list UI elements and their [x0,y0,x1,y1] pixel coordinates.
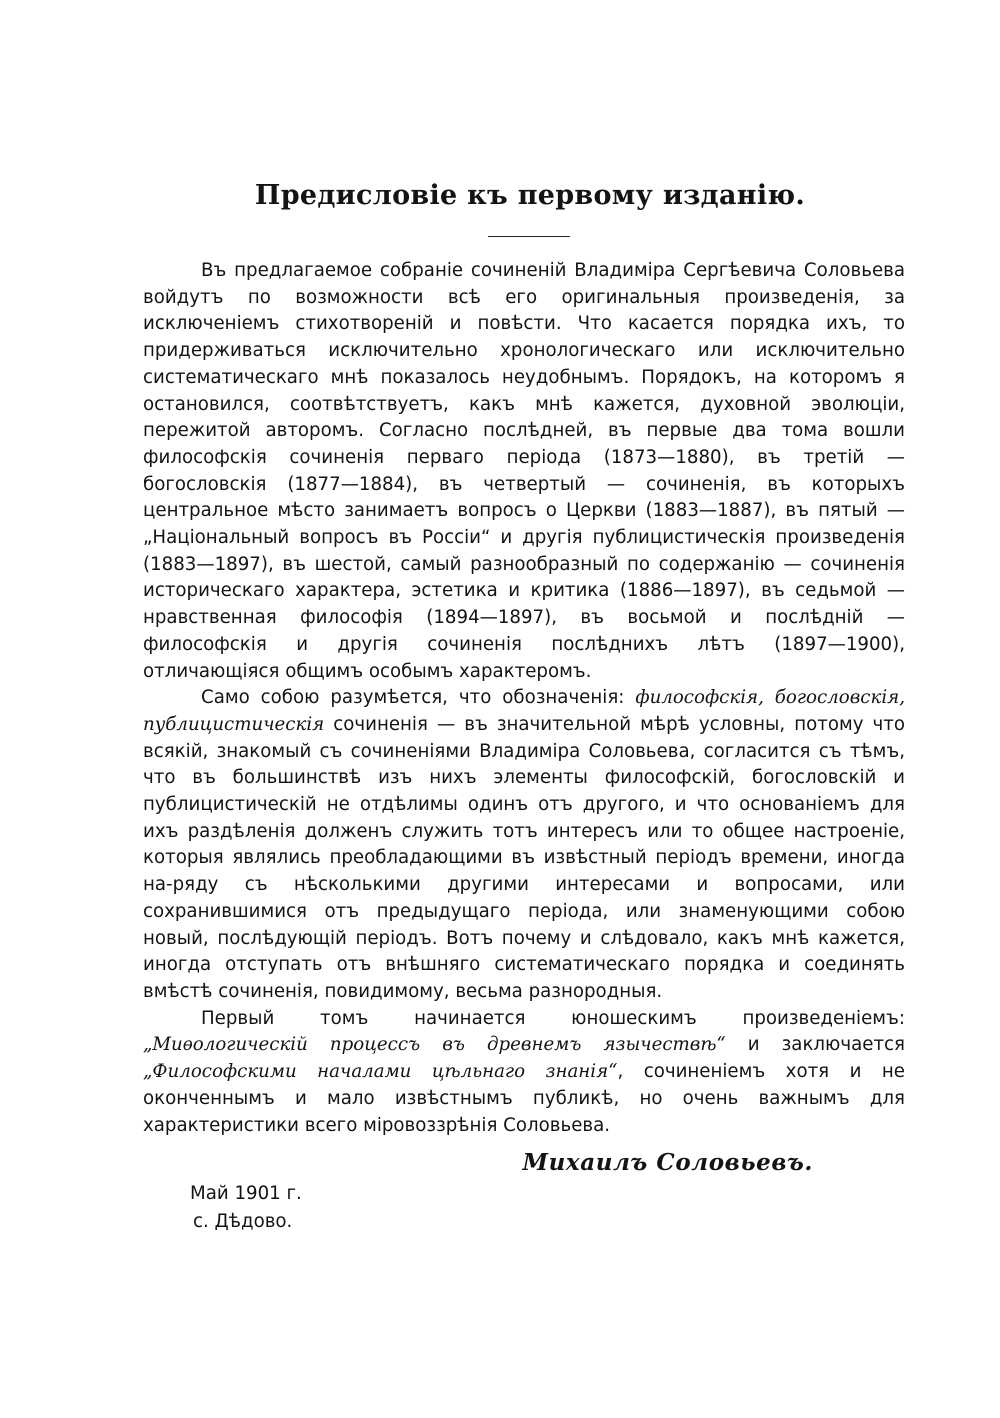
text-run: Первый томъ начинается юношескимъ произведеніемъ: [201,1007,905,1029]
paragraph [143,1006,905,1140]
text-run: Въ предлагаемое собраніе сочиненій Владиміра Сергѣевича Соловьева войдутъ по возможности всѣ его оригинальныя произведенія, за исключеніемъ стихотвореній и повѣсти. Что касается порядка ихъ, то придерживаться исключительно хронологическаго или исключительно систематическаго мнѣ показалось неудобнымъ. Порядокъ, на которомъ я остановился, соотвѣтствуетъ, какъ мнѣ кажется, духовной эволюціи, пережитой авторомъ. Согласно послѣдней, въ первые два тома вошли философскія сочиненія перваго періода (1873—1880), въ третій — богословскія (1877—1884), въ четвертый — сочиненія, въ которыхъ центральное мѣсто занимаетъ вопросъ о Церкви (1883—1887), въ пятый — „Національный вопросъ въ Россіи“ и другія публицистическія произведенія (1883—1897), въ шестой, самый разнообразный по содержанію — сочиненія историческаго характера, эстетика и критика (1886—1897), въ седьмой — нравственная философія (1894—1897), въ восьмой и послѣдній — философскія и другія сочиненія послѣднихъ лѣтъ (1897—1900), отличающіяся общимъ особымъ характеромъ. [143,260,905,682]
text-run: и заключается [725,1034,905,1056]
text-run: сочиненія — въ значительной мѣрѣ условны, потому что всякій, знакомый съ сочиненіями Владиміра Соловьева, согласится съ тѣмъ, что въ большинствѣ изъ нихъ элементы философскій, богословскій и публицистическій не отдѣлимы одинъ отъ другого, и что основаніемъ для ихъ раздѣленія долженъ служить тотъ интересъ или то общее настроеніе, которыя являлись преобладающими въ извѣстный періодъ времени, иногда на-ряду съ нѣсколькими другими интересами и вопросами, или сохранившимися отъ предыдущаго періода, или знаменующими собою новый, послѣдующій періодъ. Вотъ почему и слѣдовало, какъ мнѣ кажется, иногда отступать отъ внѣшняго систематическаго порядка и соединять вмѣстѣ сочиненія, повидимому, весьма разнородныя. [143,713,905,1002]
paragraph [143,258,905,685]
date-text: Май 1901 г. [190,1183,302,1204]
italic-text: „Миѳологическій процессъ въ древнемъ язычествѣ“ [143,1034,726,1056]
paragraph [143,685,905,1005]
title-divider [488,236,570,237]
date-place-block [190,1180,302,1236]
author-signature: Михаилъ Соловьевъ. [522,1149,813,1176]
italic-text: философскія, богословскія, публицистическія [143,687,905,735]
place-text: с. Дѣдово. [193,1211,293,1232]
text-run: , сочиненіемъ хотя и не оконченнымъ и мало извѣстнымъ публикѣ, но очень важнымъ для характеристики всего міровоззрѣнія Соловьева. [143,1061,905,1136]
italic-text: „Философскими началами цѣльнаго знанія“ [143,1061,618,1083]
text-run: Само собою разумѣется, что обозначенія: [201,687,636,709]
page-title: Предисловіе къ первому изданію. [254,180,806,211]
preface-body [143,258,905,1139]
